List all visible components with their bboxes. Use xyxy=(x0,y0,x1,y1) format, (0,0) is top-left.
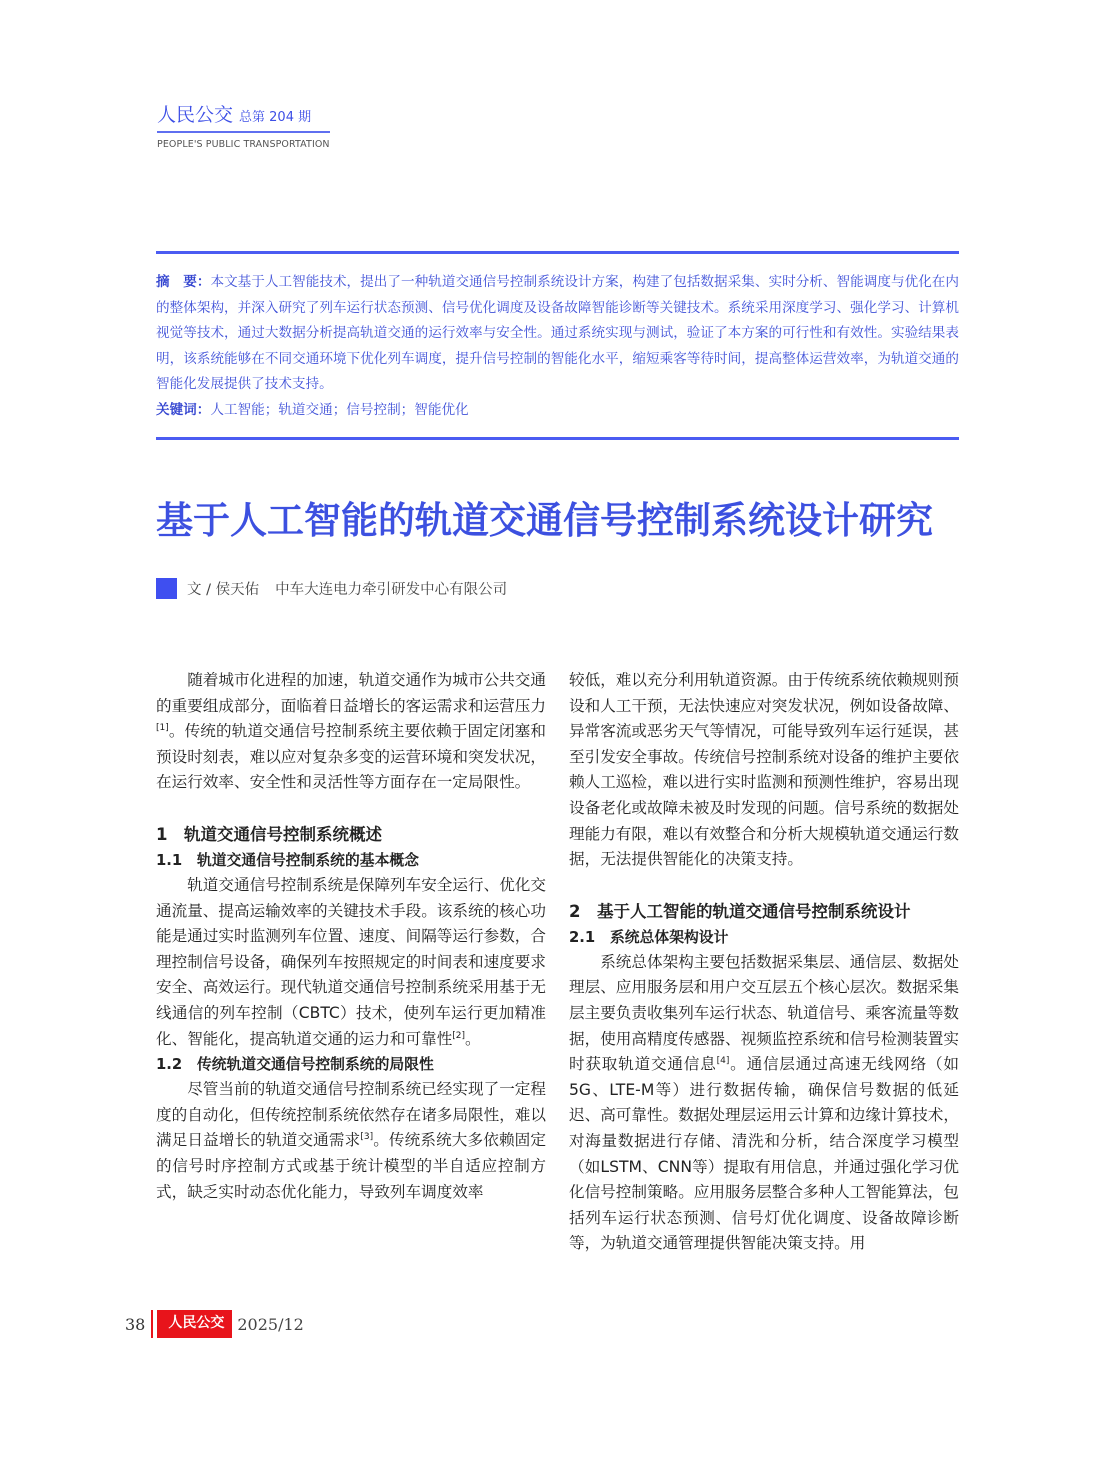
paragraph xyxy=(156,1077,546,1205)
paragraph xyxy=(156,668,546,796)
issue-number: 总第 204 期 xyxy=(239,110,312,125)
subsection-heading: 2.1 系统总体架构设计 xyxy=(569,928,729,946)
masthead xyxy=(157,100,330,150)
right-column xyxy=(569,668,959,1257)
issue-date: 2025/12 xyxy=(237,1314,304,1334)
citation: [4] xyxy=(716,1055,730,1066)
author: 文 / 侯天佑 xyxy=(187,582,260,598)
citation: [1] xyxy=(156,723,169,733)
left-column xyxy=(156,668,546,1205)
footer xyxy=(125,1310,304,1338)
text: 。通信层通过高速无线网络（如5G、LTE-M等）进行数据传输，确保信号数据的低延迟、高可靠性。数据处理层运用云计算和边缘计算技术，对海量数据进行存储、清洗和分析，结合深度学习模型（如LSTM、CNN等）提取有用信息，并通过强化学习优化信号控制策略。应用服务层整合多种人工智能算法，包括列车运行状态预测、信号灯优化调度、设备故障诊断等，为轨道交通管理提供智能决策支持。用 xyxy=(569,1055,959,1253)
text: 。传统的轨道交通信号控制系统主要依赖于固定闭塞和预设时刻表，难以应对复杂多变的运营环境和突发状况，在运行效率、安全性和灵活性等方面存在一定局限性。 xyxy=(156,722,546,792)
journal-subtitle: PEOPLE'S PUBLIC TRANSPORTATION xyxy=(157,138,330,150)
journal-logo: 人民公交 xyxy=(157,1310,232,1338)
abstract xyxy=(156,270,959,424)
abstract-label: 摘 要： xyxy=(156,274,211,290)
keywords-label: 关键词： xyxy=(156,401,211,418)
keywords: 人工智能；轨道交通；信号控制；智能优化 xyxy=(210,401,469,418)
text: 。传统系统大多依赖固定的信号时序控制方式或基于统计模型的半自适应控制方式，缺乏实时动态优化能力，导致列车调度效率 xyxy=(156,1131,546,1201)
subsection-heading: 1.2 传统轨道交通信号控制系统的局限性 xyxy=(156,1056,434,1074)
paragraph: 较低，难以充分利用轨道资源。由于传统系统依赖规则预设和人工干预，无法快速应对突发状况，例如设备故障、异常客流或恶劣天气等情况，可能导致列车运行延误，甚至引发安全事故。传统信号控制系统对设备的维护主要依赖人工巡检，难以进行实时监测和预测性维护，容易出现设备老化或故障未被及时发现的问题。信号系统的数据处理能力有限，难以有效整合和分析大规模轨道交通运行数据，无法提供智能化的决策支持。 xyxy=(569,671,959,869)
masthead-divider xyxy=(157,131,330,133)
text: 轨道交通信号控制系统是保障列车安全运行、优化交通流量、提高运输效率的关键技术手段。该系统的核心功能是通过实时监测列车位置、速度、间隔等运行参数，合理控制信号设备，确保列车按照规定的时间表和速度要求安全、高效运行。现代轨道交通信号控制系统采用基于无线通信的列车控制（CBTC）技术，使列车运行更加精准化、智能化，提高轨道交通的运力和可靠性 xyxy=(156,875,546,1048)
text: 系统总体架构主要包括数据采集层、通信层、数据处理层、应用服务层和用户交互层五个核心层次。数据采集层主要负责收集列车运行状态、轨道信号、乘客流量等数据，使用高精度传感器、视频监控系统和信号检测装置实时获取轨道交通信息 xyxy=(569,952,959,1074)
abstract-top-rule xyxy=(156,251,959,254)
page-number: 38 xyxy=(125,1314,146,1334)
section-heading: 1 轨道交通信号控制系统概述 xyxy=(156,824,382,844)
abstract-bottom-rule xyxy=(156,437,959,440)
citation: [2] xyxy=(452,1030,466,1041)
text: 。 xyxy=(465,1029,481,1048)
paragraph xyxy=(156,873,546,1052)
citation: [3] xyxy=(360,1132,374,1143)
paragraph xyxy=(569,950,959,1257)
article-title: 基于人工智能的轨道交通信号控制系统设计研究 xyxy=(156,498,933,542)
affiliation: 中车大连电力牵引研发中心有限公司 xyxy=(275,582,508,598)
byline xyxy=(156,578,507,599)
section-heading: 2 基于人工智能的轨道交通信号控制系统设计 xyxy=(569,901,911,921)
abstract-text: 本文基于人工智能技术，提出了一种轨道交通信号控制系统设计方案，构建了包括数据采集、实时分析、智能调度与优化在内的整体架构，并深入研究了列车运行状态预测、信号优化调度及设备故障智能诊断等关键技术。系统采用深度学习、强化学习、计算机视觉等技术，通过大数据分析提高轨道交通的运行效率与安全性。通过系统实现与测试，验证了本方案的可行性和有效性。实验结果表明，该系统能够在不同交通环境下优化列车调度，提升信号控制的智能化水平，缩短乘客等待时间，提高整体运营效率，为轨道交通的智能化发展提供了技术支持。 xyxy=(156,274,960,393)
byline-square-icon xyxy=(156,578,177,599)
subsection-heading: 1.1 轨道交通信号控制系统的基本概念 xyxy=(156,851,419,869)
journal-title: 人民公交 xyxy=(157,104,234,126)
text: 尽管当前的轨道交通信号控制系统已经实现了一定程度的自动化，但传统控制系统依然存在诸多局限性，难以满足日益增长的轨道交通需求 xyxy=(156,1080,546,1150)
text: 随着城市化进程的加速，轨道交通作为城市公共交通的重要组成部分，面临着日益增长的客运需求和运营压力 xyxy=(156,671,546,715)
